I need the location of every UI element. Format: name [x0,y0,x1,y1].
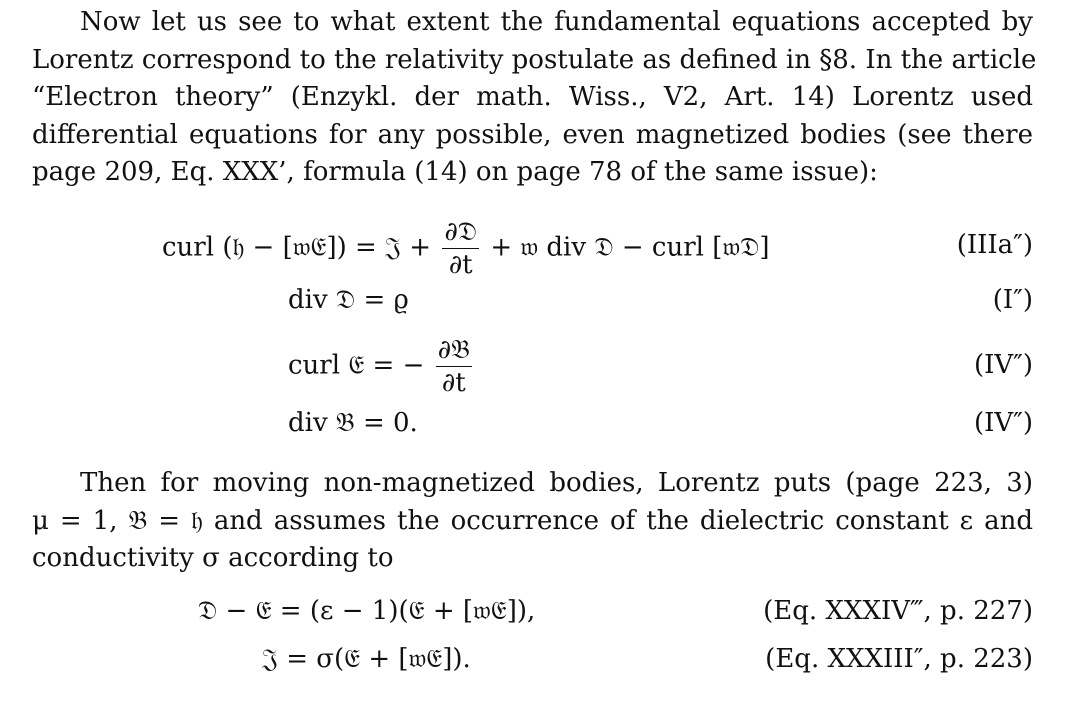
equation-body: div 𝔇 = ϱ [288,285,409,315]
equation-lhs: curl 𝔈 = − [288,350,425,381]
equation-body [162,216,770,281]
equation-rhs: + 𝔴 div 𝔇 − curl [𝔴𝔇] [490,232,770,263]
text-line: conductivity σ according to [32,543,394,573]
equation-tag: (Eq. XXXIV‴, p. 227) [763,596,1033,626]
equation-body: 𝔇 − 𝔈 = (ε − 1)(𝔈 + [𝔴𝔈]), [198,596,536,626]
text-line: differential equations for any possible, even magnetized bodies (see there [32,119,1033,150]
equation-curl-e [0,334,1081,404]
equation-d-minus-e [0,596,1081,636]
text-line: Lorentz correspond to the relativity postulate as defined in §8. In the article [32,44,1037,75]
equation-lhs: curl (𝔥 − [𝔴𝔈]) = 𝔍 + [162,232,432,263]
equation-div-b [0,408,1081,448]
equation-curl-h [0,217,1081,280]
text-line: “Electron theory” (Enzykl. der math. Wiss., V2, Art. 14) Lorentz used [32,82,1033,112]
equation-tag: (IIIa″) [956,230,1033,260]
equation-body [288,334,475,399]
equation-tag: (I″) [992,285,1033,315]
equation-tag: (Eq. XXXIII″, p. 223) [765,644,1033,674]
paragraph-intro [32,4,1037,192]
equation-tag: (IV″) [973,350,1033,380]
equation-body: 𝔍 = σ(𝔈 + [𝔴𝔈]). [262,644,471,674]
text-line: Now let us see to what extent the fundamental equations accepted by [80,7,1033,37]
fraction-numerator: ∂𝔅 [437,335,470,365]
equation-div-d [0,285,1081,325]
equation-current [0,644,1081,684]
text-line: μ = 1, 𝔅 = 𝔥 and assumes the occurrence of the dielectric constant ε and [32,505,1033,536]
fraction-denominator: ∂t [448,250,473,280]
fraction [436,334,472,399]
paragraph-moving-bodies [32,465,1033,578]
fraction-numerator: ∂𝔇 [444,217,478,247]
equation-tag: (IV″) [973,408,1033,438]
fraction-denominator: ∂t [441,368,466,398]
text-line: Then for moving non-magnetized bodies, Lorentz puts (page 223, 3) [80,468,1033,498]
fraction [442,216,479,281]
text-line: page 209, Eq. XXX’, formula (14) on page 78 of the same issue): [32,157,878,187]
equation-body: div 𝔅 = 0. [288,408,418,438]
